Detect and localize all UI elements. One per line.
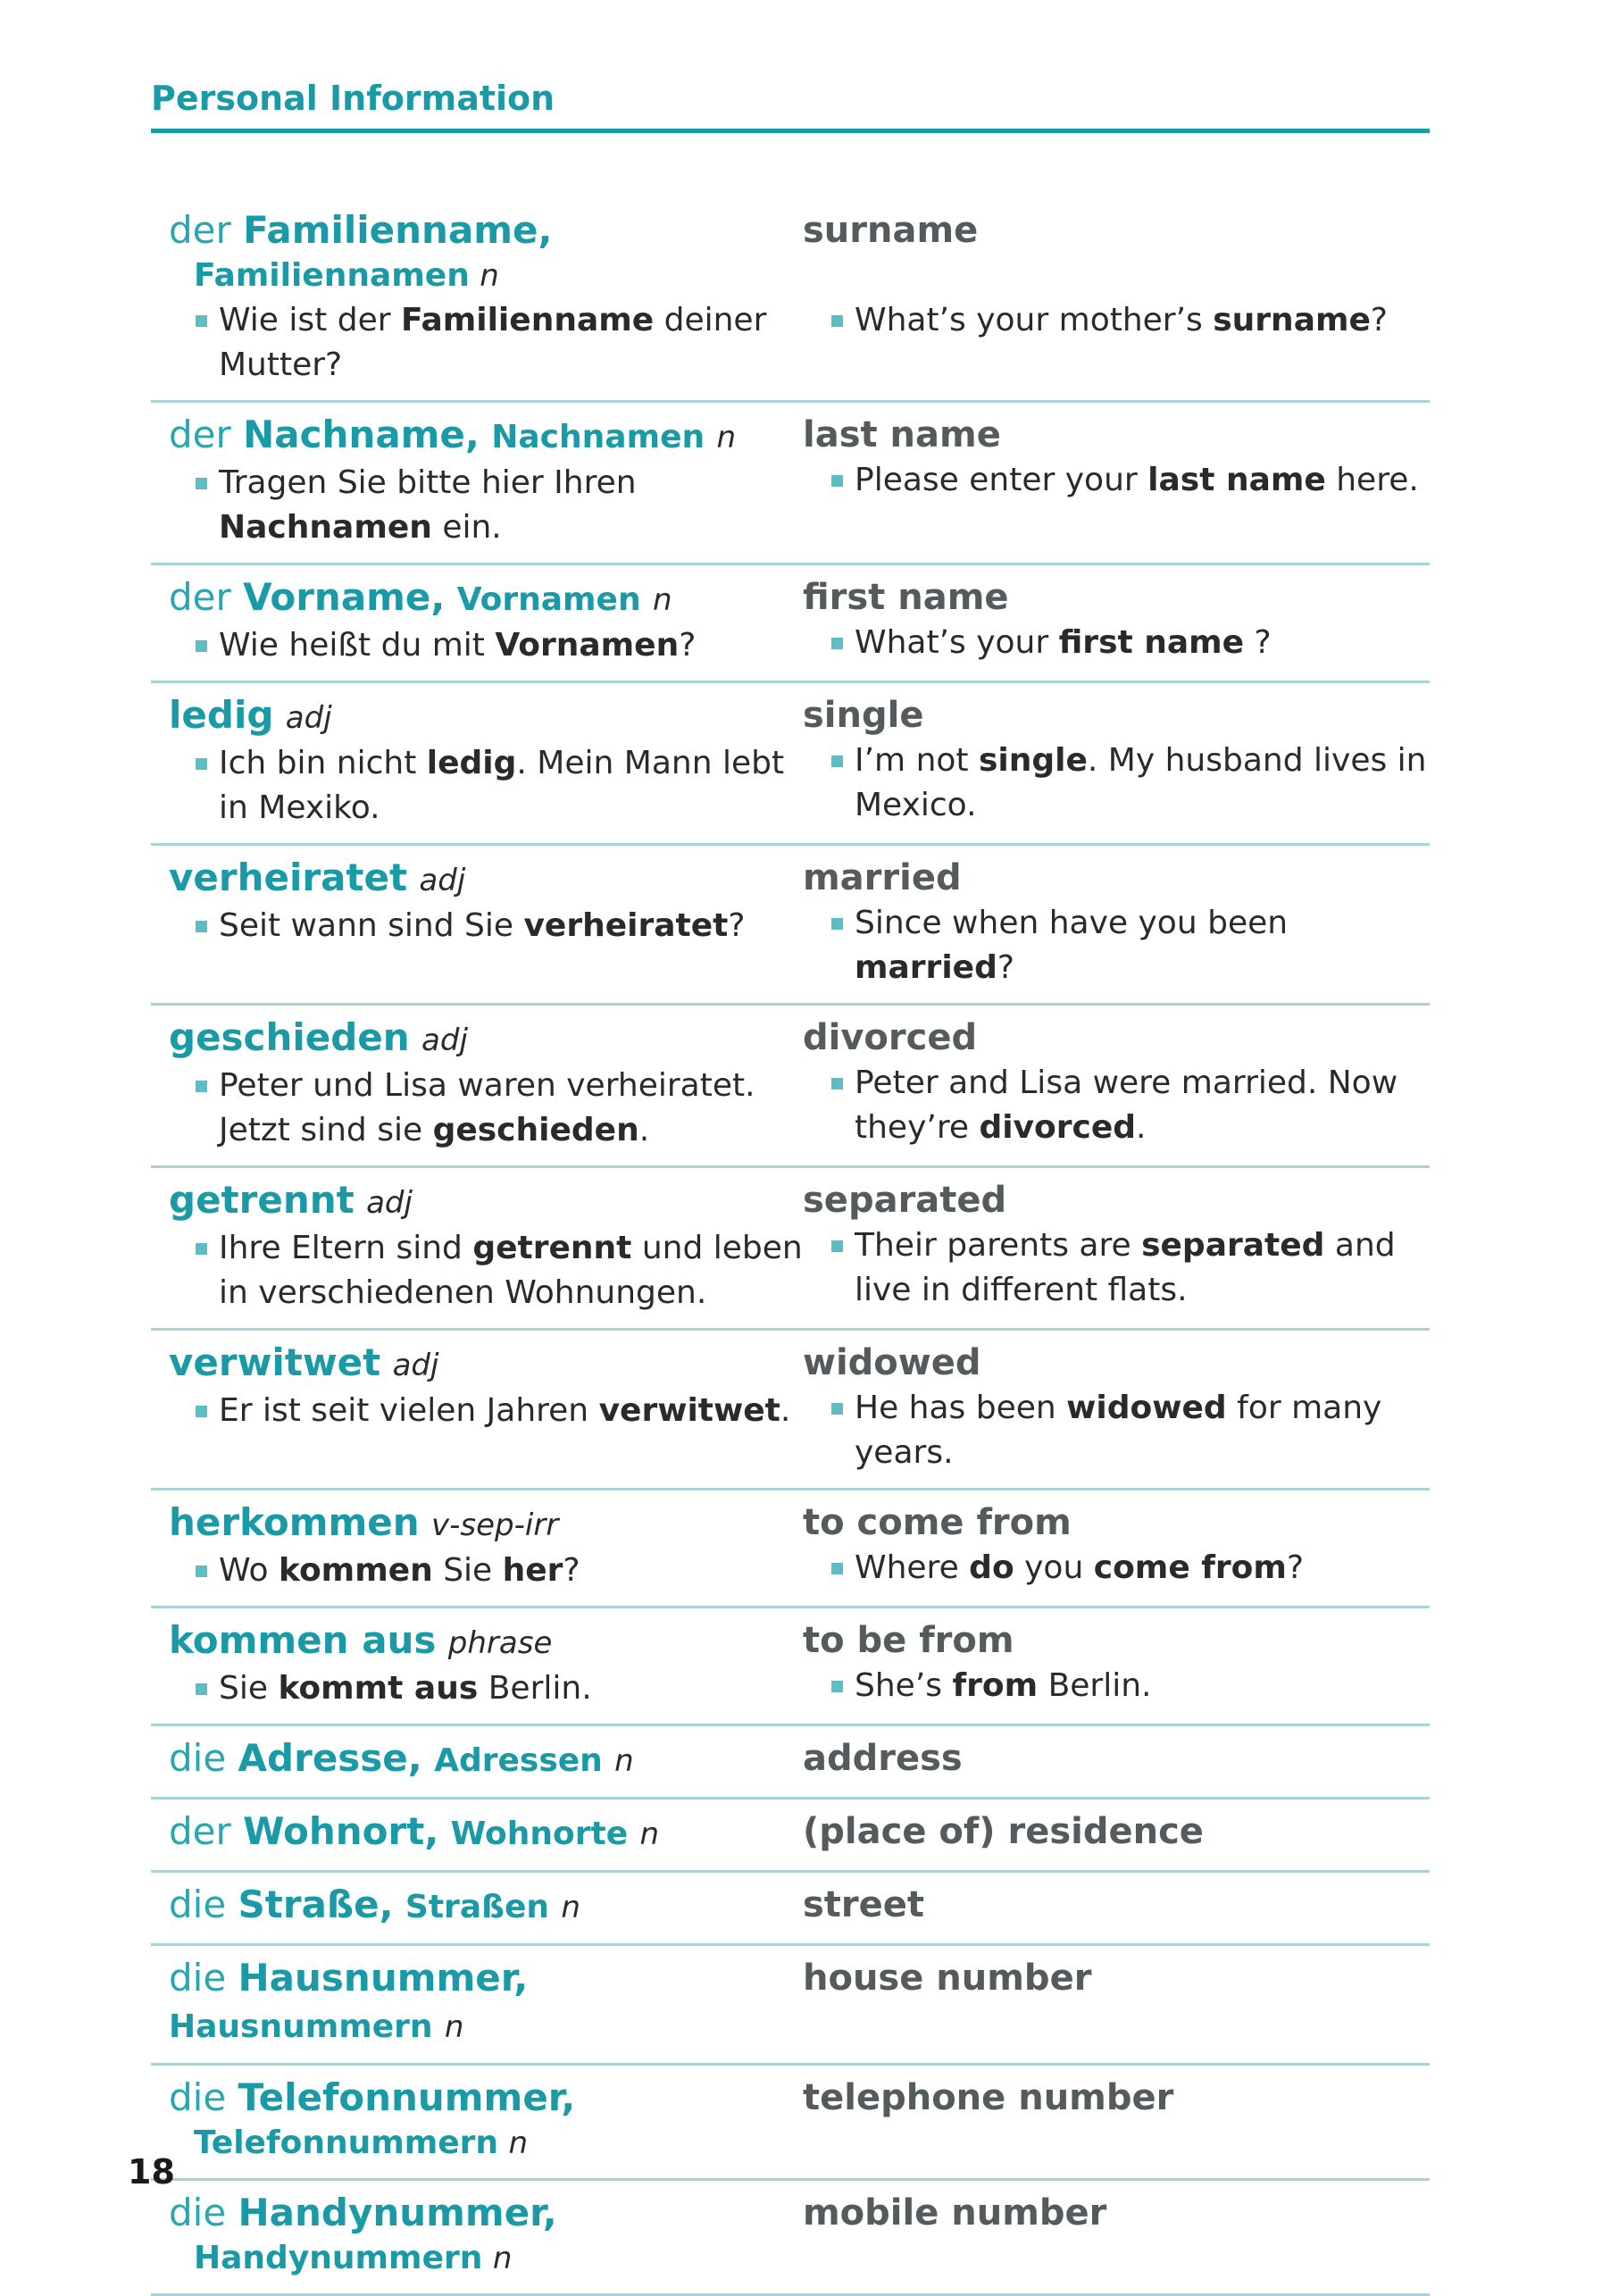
part-of-speech: n	[716, 420, 737, 455]
example-keyword: married	[855, 949, 997, 986]
bullet-square-icon	[196, 640, 207, 652]
headword: Hausnummer,	[238, 1956, 529, 2000]
part-of-speech: v-sep-irr	[431, 1507, 559, 1543]
bullet-square-icon	[196, 1406, 207, 1417]
headword-line	[169, 574, 803, 623]
example-text: He has been	[855, 1390, 1067, 1426]
english-column	[803, 1955, 1430, 2050]
part-of-speech: n	[639, 1816, 660, 1852]
translation: single	[803, 695, 924, 736]
bullet-square-icon	[831, 1681, 843, 1692]
vocabulary-entry	[151, 1726, 1430, 1799]
vocabulary-entry	[151, 565, 1430, 683]
example-text: She’s	[855, 1667, 953, 1704]
english-column	[803, 1808, 1430, 1858]
example-keyword: come from	[1093, 1549, 1287, 1586]
vocabulary-entry	[151, 403, 1430, 565]
example-text: ?	[1286, 1549, 1305, 1586]
example-german	[169, 741, 803, 831]
example-text: .	[780, 1392, 791, 1429]
article: die	[169, 1956, 227, 2000]
bullet-square-icon	[831, 638, 843, 649]
bullet-square-icon	[196, 1243, 207, 1255]
headword: verheiratet	[169, 856, 408, 899]
example-english	[803, 739, 1430, 828]
example-german	[169, 1549, 803, 1593]
headword: Nachname,	[243, 413, 480, 456]
part-of-speech: adj	[366, 1185, 413, 1221]
example-text: ?	[728, 907, 746, 944]
example-text: Peter and Lisa were married. Now they’re	[855, 1065, 1398, 1146]
translation: separated	[803, 1180, 1007, 1221]
example-german	[169, 1064, 803, 1153]
article: die	[169, 1736, 227, 1780]
headword: Straße,	[238, 1883, 394, 1926]
example-text: and live in different flats.	[855, 1227, 1396, 1308]
bullet-square-icon	[196, 1081, 207, 1092]
english-column	[803, 1340, 1430, 1475]
german-column	[151, 1340, 803, 1475]
headword: ledig	[169, 693, 274, 737]
example-english	[803, 1223, 1430, 1313]
part-of-speech: n	[561, 1890, 580, 1925]
english-column	[803, 1177, 1430, 1315]
english-column	[803, 574, 1430, 668]
example-text: Wie ist der	[219, 302, 401, 338]
german-column	[151, 412, 803, 550]
vocabulary-entry	[151, 1946, 1430, 2066]
german-column	[151, 1499, 803, 1593]
translation: to be from	[803, 1620, 1014, 1661]
bullet-square-icon	[831, 918, 843, 930]
example-keyword: single	[978, 742, 1088, 779]
headword-line	[169, 2075, 803, 2121]
plural-form: Nachnamen	[491, 419, 705, 455]
example-keyword: verwitwet	[598, 1392, 780, 1429]
example-text: Berlin.	[1038, 1667, 1152, 1704]
article: die	[169, 2191, 227, 2234]
headword: Vorname,	[243, 575, 446, 619]
example-text: Ihre Eltern sind	[219, 1230, 473, 1266]
example-text: What’s your	[855, 624, 1059, 661]
example-keyword: Vornamen	[495, 627, 680, 664]
english-column	[803, 1882, 1430, 1931]
example-keyword: Nachnamen	[219, 509, 432, 546]
headword: geschieden	[169, 1015, 410, 1059]
example-english	[803, 1546, 1430, 1591]
example-text: ?	[679, 627, 697, 664]
translation: surname	[803, 210, 979, 251]
translation: house number	[803, 1958, 1092, 1999]
example-text: .	[1136, 1109, 1147, 1146]
plural-form: Straßen	[405, 1889, 550, 1925]
bullet-square-icon	[196, 315, 207, 327]
example-text: Seit wann sind Sie	[219, 907, 524, 944]
example-keyword: first name	[1058, 624, 1245, 661]
page-number: 18	[128, 2152, 175, 2192]
example-text: I’m not	[855, 742, 979, 779]
example-text: und leben in verschiedenen Wohnungen.	[219, 1230, 803, 1311]
vocabulary-entry	[151, 1608, 1430, 1726]
example-german	[169, 461, 803, 550]
translation: telephone number	[803, 2077, 1174, 2118]
example-english	[803, 458, 1430, 503]
headword-line	[169, 692, 803, 741]
page-title: Personal Information	[151, 77, 1430, 133]
bullet-square-icon	[196, 921, 207, 932]
bullet-square-icon	[831, 475, 843, 487]
bullet-square-icon	[196, 478, 207, 489]
headword: Adresse,	[238, 1736, 422, 1780]
example-text: for many years.	[855, 1390, 1382, 1471]
part-of-speech: phrase	[447, 1625, 553, 1661]
headword-line	[169, 855, 803, 904]
example-keyword: do	[969, 1549, 1014, 1586]
example-text: . My husband lives in Mexico.	[855, 742, 1427, 823]
headword-line	[169, 1177, 803, 1226]
translation: first name	[803, 577, 1009, 618]
german-column	[151, 1617, 803, 1711]
headword: verwitwet	[169, 1340, 381, 1384]
vocabulary-entry	[151, 198, 1430, 403]
german-column	[151, 1882, 803, 1931]
english-column	[803, 412, 1430, 550]
headword: Telefonnummer,	[238, 2075, 576, 2119]
vocabulary-entry	[151, 846, 1430, 1006]
article: der	[169, 208, 231, 252]
example-text: . Mein Mann lebt in Mexiko.	[219, 745, 785, 826]
headword: herkommen	[169, 1500, 420, 1544]
example-german	[169, 1226, 803, 1315]
headword: Handynummer,	[238, 2191, 557, 2234]
vocabulary-entry	[151, 1799, 1430, 1873]
part-of-speech: adj	[392, 1348, 439, 1383]
article: die	[169, 2075, 227, 2119]
translation: mobile number	[803, 2192, 1107, 2233]
plural-form: Vornamen	[456, 581, 641, 618]
vocabulary-entry	[151, 2066, 1430, 2181]
plural-line	[169, 2121, 803, 2166]
example-keyword: widowed	[1066, 1390, 1227, 1426]
plural-form: Adressen	[434, 1742, 603, 1779]
bullet-square-icon	[196, 1683, 207, 1695]
plural-form: Hausnummern	[169, 2008, 433, 2045]
vocabulary-entry	[151, 1490, 1430, 1608]
part-of-speech: n	[614, 1743, 634, 1779]
example-german	[169, 1666, 803, 1711]
headword: Wohnort,	[243, 1809, 439, 1853]
bullet-square-icon	[831, 1240, 843, 1252]
english-column	[803, 855, 1430, 990]
example-english	[803, 901, 1430, 990]
headword-line	[169, 2190, 803, 2236]
example-text: you	[1014, 1549, 1094, 1586]
part-of-speech: n	[492, 2241, 513, 2276]
example-keyword: kommen	[278, 1552, 433, 1589]
article: der	[169, 575, 231, 619]
bullet-square-icon	[196, 1565, 207, 1577]
example-text: Er ist seit vielen Jahren	[219, 1392, 599, 1429]
headword-line	[169, 1735, 803, 1784]
example-keyword: separated	[1141, 1227, 1325, 1264]
translation: last name	[803, 414, 1001, 455]
plural-form: Handynummern	[194, 2240, 483, 2276]
headword-line	[169, 1955, 803, 2050]
german-column	[151, 1014, 803, 1153]
translation: street	[803, 1884, 925, 1925]
example-text: Since when have you been	[855, 905, 1289, 941]
translation: widowed	[803, 1342, 981, 1383]
vocabulary-entry	[151, 2181, 1430, 2296]
example-keyword: Familienname	[400, 302, 655, 338]
part-of-speech: adj	[285, 700, 332, 736]
german-column	[151, 2075, 803, 2166]
example-german	[169, 904, 803, 948]
bullet-square-icon	[831, 315, 843, 327]
example-text: Sie	[219, 1670, 279, 1707]
english-column	[803, 207, 1430, 388]
example-text: Peter und Lisa waren verheiratet. Jetzt sind sie	[219, 1067, 755, 1148]
example-keyword: ledig	[426, 745, 517, 781]
example-text: ?	[1244, 624, 1272, 661]
part-of-speech: n	[480, 258, 499, 294]
headword: getrennt	[169, 1178, 355, 1222]
headword-line	[169, 1499, 803, 1549]
part-of-speech: n	[508, 2125, 529, 2161]
example-text: ?	[1370, 302, 1389, 338]
article: die	[169, 1883, 227, 1926]
example-german	[169, 1389, 803, 1433]
example-text: ?	[563, 1552, 580, 1589]
vocabulary-entry	[151, 1873, 1430, 1946]
headword-line	[169, 1340, 803, 1389]
example-keyword: verheiratet	[523, 907, 729, 944]
article: der	[169, 1809, 231, 1853]
headword: Familienname,	[243, 208, 553, 252]
vocabulary-entry	[151, 1006, 1430, 1168]
example-text: Where	[855, 1549, 970, 1586]
english-column	[803, 1014, 1430, 1153]
translation: to come from	[803, 1502, 1072, 1543]
english-column	[803, 2075, 1430, 2166]
translation: address	[803, 1738, 963, 1779]
example-text: Their parents are	[855, 1227, 1142, 1264]
german-column	[151, 1808, 803, 1858]
bullet-square-icon	[831, 1078, 843, 1090]
example-text: ein.	[431, 509, 502, 546]
example-english	[803, 298, 1430, 343]
german-column	[151, 855, 803, 990]
example-english	[803, 1386, 1430, 1475]
plural-line	[169, 2236, 803, 2281]
english-column	[803, 1735, 1430, 1784]
part-of-speech: adj	[419, 863, 466, 898]
bullet-square-icon	[831, 756, 843, 767]
bullet-square-icon	[196, 758, 207, 770]
example-german	[169, 298, 803, 388]
part-of-speech: adj	[421, 1023, 468, 1058]
german-column	[151, 1735, 803, 1784]
example-text: Wie heißt du mit	[219, 627, 496, 664]
translation: divorced	[803, 1017, 978, 1058]
german-column	[151, 2190, 803, 2281]
example-text: Please enter your	[855, 462, 1148, 498]
english-column	[803, 1617, 1430, 1711]
english-column	[803, 1499, 1430, 1593]
vocabulary-entry	[151, 1168, 1430, 1331]
english-column	[803, 692, 1430, 831]
headword-line	[169, 412, 803, 461]
example-english	[803, 621, 1430, 665]
headword-line	[169, 1882, 803, 1931]
example-keyword: kommt aus	[278, 1670, 479, 1707]
example-english	[803, 1664, 1430, 1708]
example-keyword: her	[502, 1552, 563, 1589]
example-keyword: surname	[1213, 302, 1371, 338]
plural-form: Familiennamen	[194, 257, 470, 294]
german-column	[151, 692, 803, 831]
plural-line	[169, 254, 803, 298]
example-english	[803, 1061, 1430, 1150]
example-keyword: last name	[1147, 462, 1326, 498]
plural-form: Telefonnummern	[194, 2125, 499, 2161]
part-of-speech: n	[444, 2009, 464, 2045]
example-keyword: geschieden	[432, 1112, 639, 1148]
article: der	[169, 413, 231, 456]
example-text: Berlin.	[478, 1670, 592, 1707]
example-keyword: from	[952, 1667, 1039, 1704]
german-column	[151, 207, 803, 388]
example-text: Tragen Sie bitte hier Ihren	[219, 464, 637, 501]
headword: kommen aus	[169, 1618, 437, 1662]
example-text: ?	[997, 949, 1014, 986]
example-german	[169, 623, 803, 668]
headword-line	[169, 1617, 803, 1666]
headword-line	[169, 207, 803, 254]
german-column	[151, 1177, 803, 1315]
example-text: Wo	[219, 1552, 279, 1589]
headword-line	[169, 1014, 803, 1064]
bullet-square-icon	[831, 1563, 843, 1574]
translation: married	[803, 857, 962, 898]
english-column	[803, 2190, 1430, 2281]
example-keyword: divorced	[979, 1109, 1137, 1146]
vocabulary-list	[151, 198, 1430, 2296]
part-of-speech: n	[652, 582, 672, 618]
example-text: Ich bin nicht	[219, 745, 427, 781]
example-text: deiner Mutter?	[219, 302, 767, 383]
german-column	[151, 1955, 803, 2050]
example-text: .	[638, 1112, 650, 1148]
headword-line	[169, 1808, 803, 1858]
plural-form: Wohnorte	[450, 1816, 629, 1852]
german-column	[151, 574, 803, 668]
bullet-square-icon	[831, 1403, 843, 1415]
translation: (place of) residence	[803, 1811, 1204, 1852]
spacer-line	[803, 254, 1430, 298]
vocabulary-entry	[151, 1331, 1430, 1490]
example-text: here.	[1325, 462, 1419, 498]
example-text: What’s your mother’s	[855, 302, 1214, 338]
example-keyword: getrennt	[472, 1230, 632, 1266]
vocabulary-entry	[151, 683, 1430, 846]
example-text: Sie	[432, 1552, 503, 1589]
